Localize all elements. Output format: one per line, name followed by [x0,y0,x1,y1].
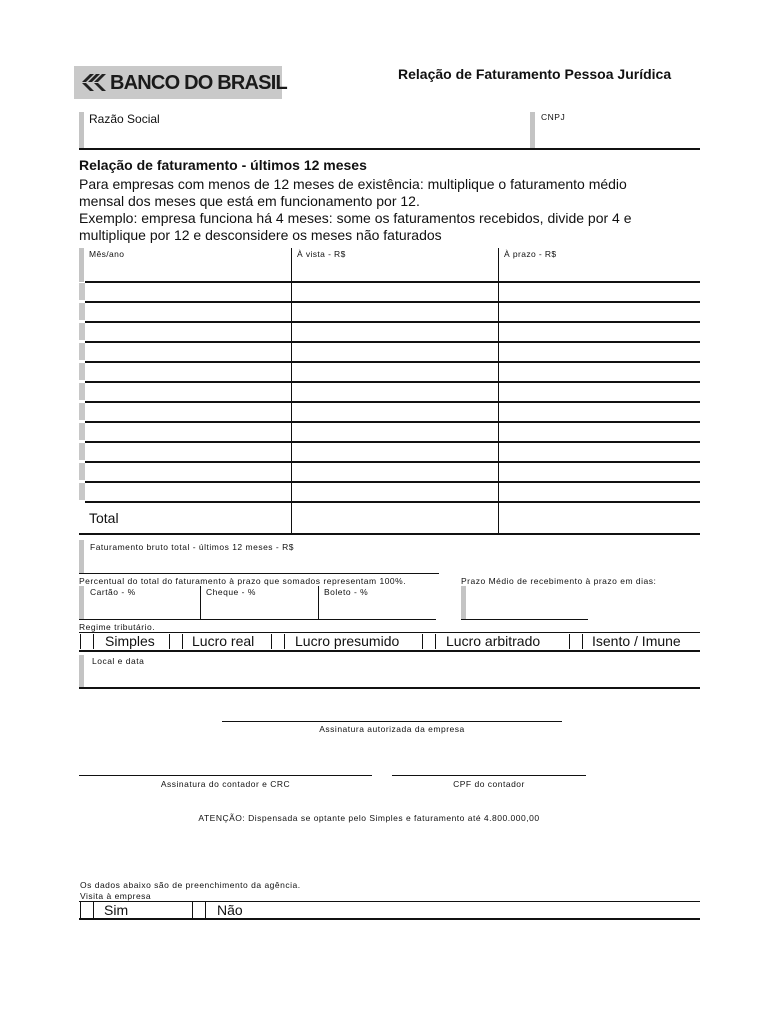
table-row[interactable] [86,423,698,440]
cartao-input[interactable] [86,598,198,618]
avg-term-input[interactable] [468,590,586,618]
cartao-label: Cartão - % [90,587,136,597]
gross-total-input[interactable] [86,555,436,573]
table-row-marker [79,423,85,440]
cnpj-input[interactable] [536,122,700,146]
field-marker [530,112,535,148]
instruction-line: mensal dos meses que está em funcionamento por 12. [79,193,420,209]
divider [79,619,436,620]
divider [79,148,700,150]
table-row[interactable] [86,283,698,300]
local-data-label: Local e data [92,656,145,666]
table-row[interactable] [86,383,698,400]
bank-logo-text: BANCO DO BRASIL [110,72,287,94]
table-row[interactable] [86,323,698,340]
bank-logo-icon [80,70,108,95]
total-label: Total [89,510,119,526]
table-row[interactable] [86,483,698,500]
regime-lucro-arbitrado-label: Lucro arbitrado [446,633,541,649]
local-data-input[interactable] [86,668,696,686]
column-header-month: Mês/ano [89,249,125,259]
instruction-line: multiplique por 12 e desconsidere os meses não faturados [79,227,442,243]
table-bottom-line [79,533,700,535]
regime-label: Regime tributário. [79,622,156,632]
cheque-label: Cheque - % [206,587,256,597]
visit-nao-checkbox[interactable] [192,902,206,918]
table-header-marker [79,248,84,282]
table-row[interactable] [86,303,698,320]
notice-text: ATENÇÃO: Dispensada se optante pelo Simples e faturamento até 4.800.000,00 [198,813,540,823]
field-marker [79,586,84,620]
visit-sim-checkbox[interactable] [80,902,94,918]
divider [79,573,439,574]
field-marker [79,540,84,574]
boleto-input[interactable] [320,598,434,618]
company-signature-label: Assinatura autorizada da empresa [319,724,465,734]
visit-label: Visita à empresa [80,891,152,901]
regime-lucro-arbitrado-checkbox[interactable] [422,634,436,649]
table-row[interactable] [86,343,698,360]
field-marker [79,655,84,688]
document-title: Relação de Faturamento Pessoa Jurídica [398,66,672,82]
regime-lucro-presumido-label: Lucro presumido [295,633,400,649]
table-row[interactable] [86,443,698,460]
regime-isento-checkbox[interactable] [569,634,583,649]
bank-logo [74,66,287,99]
section-heading: Relação de faturamento - últimos 12 meses [79,157,367,173]
table-row-marker [79,283,85,300]
table-row-line [85,501,700,503]
regime-lucro-real-label: Lucro real [192,633,255,649]
table-row-marker [79,483,85,500]
table-row-marker [79,403,85,420]
accountant-signature-label: Assinatura do contador e CRC [160,779,291,789]
table-row[interactable] [86,403,698,420]
regime-simples-checkbox[interactable] [80,634,94,649]
razao-social-input[interactable] [84,118,530,146]
divider [79,687,700,689]
table-row-marker [79,383,85,400]
regime-lucro-real-checkbox[interactable] [169,634,183,649]
agency-note: Os dados abaixo são de preenchimento da agência. [80,880,301,890]
divider [79,650,700,652]
column-header-cash: À vista - R$ [297,249,346,259]
table-row-marker [79,303,85,320]
table-row-marker [79,323,85,340]
company-signature-line[interactable] [222,721,562,722]
avg-term-label: Prazo Médio de recebimento à prazo em dias: [461,576,657,586]
visit-sim-label: Sim [104,902,129,918]
table-row-marker [79,443,85,460]
divider [79,918,700,920]
table-row[interactable] [86,363,698,380]
field-marker [461,586,466,620]
instruction-line: Para empresas com menos de 12 meses de existência: multiplique o faturamento médio [79,176,627,192]
cheque-input[interactable] [202,598,316,618]
table-row[interactable] [86,463,698,480]
divider [79,901,700,902]
visit-nao-label: Não [217,902,243,918]
table-row-marker [79,463,85,480]
boleto-label: Boleto - % [324,587,369,597]
instruction-line: Exemplo: empresa funciona há 4 meses: some os faturamentos recebidos, divide por 4 e [79,210,632,226]
regime-simples-label: Simples [105,633,155,649]
accountant-signature-line[interactable] [79,775,372,776]
table-row-marker [79,363,85,380]
percent-label: Percentual do total do faturamento à prazo que somados representam 100%. [79,576,407,586]
cnpj-label: CNPJ [541,112,566,122]
regime-isento-label: Isento / Imune [592,633,681,649]
column-header-term: À prazo - R$ [504,249,557,259]
accountant-cpf-label: CPF do contador [453,779,525,789]
regime-lucro-presumido-checkbox[interactable] [271,634,285,649]
divider [461,619,588,620]
accountant-cpf-line[interactable] [392,775,586,776]
razao-social-label: Razão Social [89,112,160,126]
gross-total-label: Faturamento bruto total - últimos 12 meses - R$ [90,542,294,552]
table-row-marker [79,343,85,360]
